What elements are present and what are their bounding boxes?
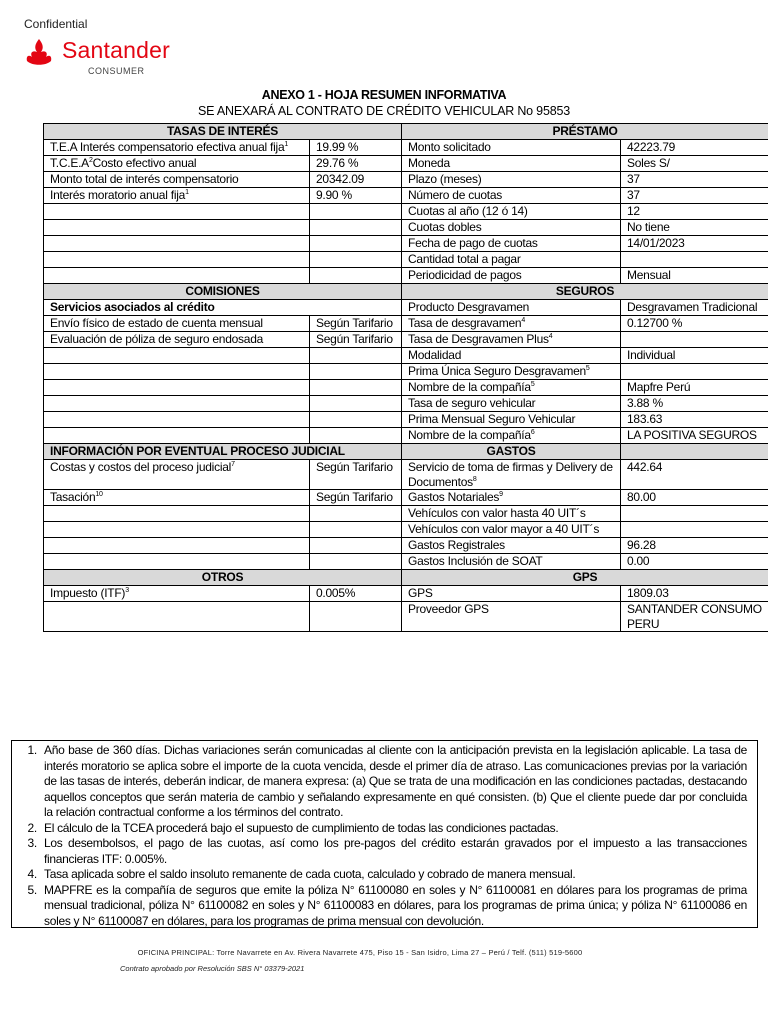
row-label: Gastos Notariales$^9$	[402, 490, 621, 506]
row-value: 29.76 %	[310, 156, 402, 172]
row-value: Desgravamen Tradicional	[621, 300, 768, 316]
footnote-ref: 5	[530, 381, 535, 388]
row-label: Tasa de seguro vehicular	[402, 396, 621, 412]
row-value: 0.12700 %	[621, 316, 768, 332]
footnote-ref: 1	[284, 141, 289, 148]
row-value: Según Tarifario	[310, 316, 402, 332]
row-label: Fecha de pago de cuotas	[402, 236, 621, 252]
table-row	[44, 602, 768, 632]
table-row	[44, 220, 768, 236]
empty-cell	[44, 412, 310, 428]
row-label: Nombre de la compañía$^6$	[402, 428, 621, 444]
footnote-ref: 10	[95, 491, 103, 498]
table-row	[44, 412, 768, 428]
empty-cell	[44, 236, 310, 252]
table-row	[44, 300, 768, 316]
table-row	[44, 204, 768, 220]
section-header: TASAS DE INTERÉS	[44, 124, 402, 140]
row-label: Costas y costos del proceso judicial$^7$	[44, 460, 310, 490]
flame-icon	[24, 38, 54, 70]
row-value: 442.64	[621, 460, 768, 490]
empty-cell	[310, 428, 402, 444]
empty-cell	[310, 236, 402, 252]
section-header: GASTOS	[402, 444, 621, 460]
table-row	[44, 332, 768, 348]
brand-name: Santander	[62, 37, 170, 63]
office-address: OFICINA PRINCIPAL: Torre Navarrete en Av. Rivera Navarrete 475, Piso 15 - San Isidro, Lima 27 – Perú / Telf. (511) 519-5600	[137, 948, 583, 957]
row-value: Individual	[621, 348, 768, 364]
empty-cell	[310, 506, 402, 522]
row-label: Periodicidad de pagos	[402, 268, 621, 284]
table-row	[44, 140, 768, 156]
section-header: SEGUROS	[402, 284, 768, 300]
row-label: Impuesto (ITF)$^3$	[44, 586, 310, 602]
empty-cell	[44, 396, 310, 412]
row-label: Tasa de desgravamen$^4$	[402, 316, 621, 332]
summary-table	[43, 123, 768, 632]
document-subtitle: SE ANEXARÁ AL CONTRATO DE CRÉDITO VEHICULAR No 95853	[198, 104, 570, 118]
approval-resolution: Contrato aprobado por Resolución SBS N° 03379-2021	[120, 964, 305, 973]
empty-cell	[44, 364, 310, 380]
footnote-ref: 4	[521, 317, 525, 324]
row-value: 37	[621, 188, 768, 204]
table-row	[44, 396, 768, 412]
empty-cell	[44, 522, 310, 538]
footnote-item: 5. MAPFRE es la compañía de seguros que emite la póliza N° 61100080 en soles y N° 61100081 en dólares para los programas de prima mensual tradicional, póliza N° 61100082 en soles y N° 61100083 en dólares, para los programas de prima única; y póliza N° 61100086 en soles y N° 61100087 en dólares, para los programas de prima mensual con devolución.	[40, 883, 747, 930]
empty-cell	[44, 348, 310, 364]
row-label: Envío físico de estado de cuenta mensual	[44, 316, 310, 332]
table-row	[44, 188, 768, 204]
empty-cell	[310, 554, 402, 570]
brand-subtitle: CONSUMER	[88, 66, 145, 76]
row-value: Según Tarifario	[310, 332, 402, 348]
row-label: GPS	[402, 586, 621, 602]
table-row	[44, 172, 768, 188]
row-label: Monto total de interés compensatorio	[44, 172, 310, 188]
empty-cell	[310, 364, 402, 380]
empty-cell	[44, 380, 310, 396]
row-label: Producto Desgravamen	[402, 300, 621, 316]
empty-cell	[310, 602, 402, 632]
row-label: Monto solicitado	[402, 140, 621, 156]
row-value: 14/01/2023	[621, 236, 768, 252]
row-value: Mapfre Perú	[621, 380, 768, 396]
row-value: 1809.03	[621, 586, 768, 602]
row-label: Plazo (meses)	[402, 172, 621, 188]
table-row	[44, 460, 768, 490]
empty-cell	[310, 348, 402, 364]
row-label: Interés moratorio anual fija$^1$	[44, 188, 310, 204]
table-row	[44, 428, 768, 444]
row-label: Cuotas al año (12 ó 14)	[402, 204, 621, 220]
section-header: GPS	[402, 570, 768, 586]
empty-cell	[44, 428, 310, 444]
footnote-ref: 7	[231, 461, 235, 468]
empty-cell	[44, 204, 310, 220]
empty-cell	[310, 412, 402, 428]
empty-cell	[44, 538, 310, 554]
empty-cell	[44, 602, 310, 632]
table-row	[44, 554, 768, 570]
footnote-item: 2. El cálculo de la TCEA procederá bajo el supuesto de cumplimiento de todas las condiciones pactadas.	[40, 821, 747, 837]
footnote-item: 1. Año base de 360 días. Dichas variaciones serán comunicadas al cliente con la anticipación prevista en la legislación aplicable. La tasa de interés moratorio se aplica sobre el importe de la cuota vencida, desde el primer día de atraso. Las comunicaciones previas por la variación de las tasas de interés, deberán indicar, de manera expresa: (a) Que se trata de una modificación en las condiciones pactadas, destacando aquellos conceptos que serán materia de cambio y señalando expresamente en qué consisten. (b) Que el cliente puede dar por concluida la relación contractual conforme a los términos del contrato.	[40, 743, 747, 821]
table-row	[44, 490, 768, 506]
footnote-ref: 6	[530, 429, 535, 436]
table-row	[44, 236, 768, 252]
table-row	[44, 522, 768, 538]
header-fill	[621, 444, 768, 460]
row-label: Vehículos con valor hasta 40 UIT´s	[402, 506, 621, 522]
row-label: Modalidad	[402, 348, 621, 364]
row-label: T.E.A Interés compensatorio efectiva anual fija$^1$	[44, 140, 310, 156]
row-label: Cuotas dobles	[402, 220, 621, 236]
table-row	[44, 506, 768, 522]
empty-cell	[310, 396, 402, 412]
footnote-item: 4. Tasa aplicada sobre el saldo insoluto remanente de cada cuota, calculado y cobrado de manera mensual.	[40, 867, 747, 883]
footnote-ref: 5	[585, 365, 590, 372]
empty-cell	[310, 220, 402, 236]
row-value	[621, 506, 768, 522]
row-label: Proveedor GPS	[402, 602, 621, 632]
row-label: Tasa de Desgravamen Plus$^4$	[402, 332, 621, 348]
row-value: SANTANDER CONSUMO PERU	[621, 602, 768, 632]
footnote-ref: 9	[499, 491, 503, 498]
row-label: Cantidad total a pagar	[402, 252, 621, 268]
row-value: 183.63	[621, 412, 768, 428]
table-row	[44, 268, 768, 284]
empty-cell	[310, 522, 402, 538]
row-label: Prima Mensual Seguro Vehicular	[402, 412, 621, 428]
row-value: 3.88 %	[621, 396, 768, 412]
section-header: INFORMACIÓN POR EVENTUAL PROCESO JUDICIAL	[44, 444, 402, 460]
footnote-ref: 8	[472, 475, 477, 483]
row-label: Gastos Registrales	[402, 538, 621, 554]
table-row	[44, 124, 768, 140]
table-row	[44, 586, 768, 602]
empty-cell	[44, 252, 310, 268]
row-value	[621, 332, 768, 348]
row-value	[621, 364, 768, 380]
row-value	[621, 522, 768, 538]
row-value: Según Tarifario	[310, 490, 402, 506]
row-value: LA POSITIVA SEGUROS	[621, 428, 768, 444]
footnote-ref: 4	[548, 333, 553, 340]
row-label: Vehículos con valor mayor a 40 UIT´s	[402, 522, 621, 538]
section-header: PRÉSTAMO	[402, 124, 768, 140]
row-value	[621, 252, 768, 268]
row-value: 80.00	[621, 490, 768, 506]
row-label: Número de cuotas	[402, 188, 621, 204]
document-title: ANEXO 1 - HOJA RESUMEN INFORMATIVA	[261, 88, 507, 102]
row-label: Nombre de la compañía$^5$	[402, 380, 621, 396]
row-value: Según Tarifario	[310, 460, 402, 490]
table-row	[44, 364, 768, 380]
table-row	[44, 284, 768, 300]
section-subheader: Servicios asociados al crédito	[44, 300, 402, 316]
footnote-ref: 3	[125, 587, 129, 594]
row-value: 19.99 %	[310, 140, 402, 156]
empty-cell	[310, 204, 402, 220]
confidential-label: Confidential	[24, 17, 88, 31]
table-row	[44, 316, 768, 332]
row-value: 0.00	[621, 554, 768, 570]
empty-cell	[310, 268, 402, 284]
empty-cell	[44, 268, 310, 284]
row-label: Moneda	[402, 156, 621, 172]
section-header: COMISIONES	[44, 284, 402, 300]
empty-cell	[310, 538, 402, 554]
row-value: 42223.79	[621, 140, 768, 156]
row-value: 37	[621, 172, 768, 188]
row-value: 9.90 %	[310, 188, 402, 204]
table-row	[44, 252, 768, 268]
empty-cell	[310, 252, 402, 268]
footnote-ref: 2	[88, 157, 93, 164]
santander-logo	[24, 36, 174, 82]
row-value: 96.28	[621, 538, 768, 554]
row-label: Tasación$^{10}$	[44, 490, 310, 506]
table-row	[44, 348, 768, 364]
row-value: 20342.09	[310, 172, 402, 188]
footnote-item: 3. Los desembolsos, el pago de las cuotas, así como los pre-pagos del crédito estarán gravados por el impuesto a las transacciones financieras ITF: 0.005%.	[40, 836, 747, 867]
row-label: Servicio de toma de firmas y Delivery de Documentos$^8$	[402, 460, 621, 490]
footnotes-list	[16, 743, 747, 929]
row-value: 12	[621, 204, 768, 220]
empty-cell	[44, 554, 310, 570]
empty-cell	[44, 220, 310, 236]
table-row	[44, 156, 768, 172]
row-label: $T.C.E.A^2Costo$ efectivo anual	[44, 156, 310, 172]
table-row	[44, 538, 768, 554]
footnote-ref: 1	[185, 189, 189, 196]
section-header: OTROS	[44, 570, 402, 586]
row-value: 0.005%	[310, 586, 402, 602]
row-label: Gastos Inclusión de SOAT	[402, 554, 621, 570]
row-label: Evaluación de póliza de seguro endosada	[44, 332, 310, 348]
table-row	[44, 380, 768, 396]
footnotes-box	[11, 740, 758, 928]
empty-cell	[44, 506, 310, 522]
row-label: Prima Única Seguro Desgravamen$^5$	[402, 364, 621, 380]
table-row	[44, 444, 768, 460]
row-value: Mensual	[621, 268, 768, 284]
row-value: Soles S/	[621, 156, 768, 172]
table-row	[44, 570, 768, 586]
empty-cell	[310, 380, 402, 396]
row-value: No tiene	[621, 220, 768, 236]
